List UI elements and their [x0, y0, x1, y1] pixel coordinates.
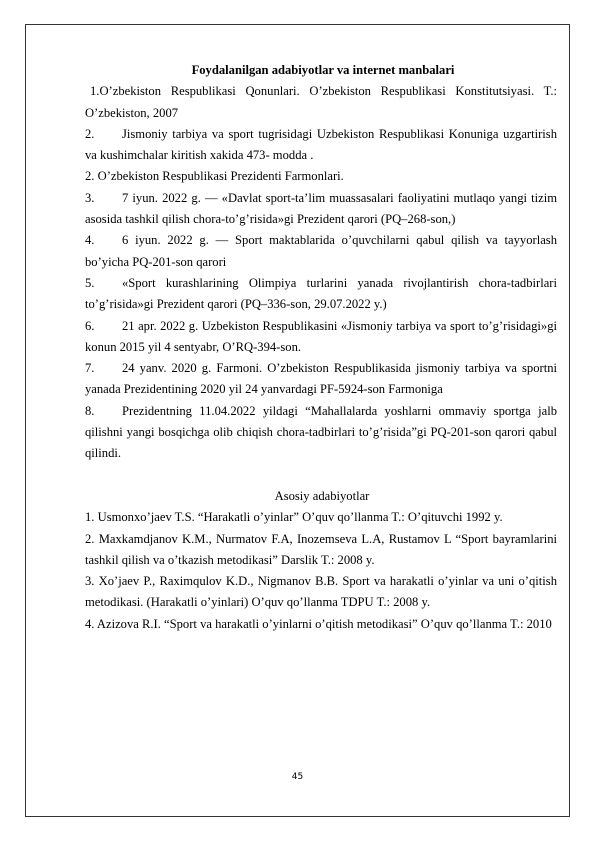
item-number: 5.	[85, 275, 95, 290]
laws-intro: 1.O’zbekiston Respublikasi Qonunlari. O’zbekiston Respublikasi Konstitutsiyasi. T.: O’zbekiston, 2007	[85, 84, 557, 120]
item-text: 21 apr. 2022 g. Uzbekiston Respublikasini «Jismoniy tarbiya va sport to’g’risidagi»gi konun 2015 yil 4 sentyabr, O’RQ-394-son.	[85, 318, 557, 354]
reference-item-6	[85, 316, 557, 359]
item-number: 2.	[85, 126, 95, 141]
main-literature-heading: Asosiy adabiyotlar	[274, 488, 370, 503]
reference-item-7	[85, 358, 557, 401]
item-number: 8.	[85, 403, 95, 418]
item-text: 7 iyun. 2022 g. — «Davlat sport-ta’lim muassasalari faoliyatini mutlaqo yangi tizim asosida tashkil qilish chora-to’g’risida»gi Prezident qarori (PQ–268-son,)	[85, 190, 557, 227]
item-text: 6 iyun. 2022 g. — Sport maktablarida o’quvchilarni qabul qilish va tayyorlash bo’yicha PQ-201-son qarori	[85, 233, 557, 269]
main-reference-4: 4. Azizova R.I. “Sport va harakatli o’yinlarni o’qitish metodikasi” O’quv qo’llanma T.: 2010	[85, 616, 552, 631]
reference-item-5	[85, 273, 557, 316]
blank-line	[85, 465, 557, 486]
document-body	[85, 60, 557, 635]
reference-item-2	[85, 124, 557, 167]
item-number: 6.	[85, 318, 95, 333]
item-number: 3.	[85, 190, 95, 205]
page-number: 45	[291, 772, 304, 782]
decrees-intro: 2. O’zbekiston Respublikasi Prezidenti Farmonlari.	[85, 169, 344, 184]
item-text: «Sport kurashlarining Olimpiya turlarini yanada rivojlantirish chora-tadbirlari to’g’risida»gi Prezident qarori (PQ–336-son, 29.07.2022 y.)	[85, 275, 557, 312]
item-text: Jismoniy tarbiya va sport tugrisidagi Uzbekiston Respublikasi Konuniga uzgartirish va kushimchalar kiritish xakida 473- modda .	[85, 126, 557, 163]
main-reference-1: 1. Usmonxo’jaev T.S. “Harakatli o’yinlar” O’quv qo’llanma T.: O’qituvchi 1992 y.	[85, 510, 503, 525]
item-text: Prezidentning 11.04.2022 yildagi “Mahallalarda yoshlarni ommaviy sportga jalb qilishni yangi bosqichga olib chiqish chora-tadbirlari to’g’risida”gi PQ-201-son qarori qabul qilindi.	[85, 403, 557, 461]
main-reference-3: 3. Xo’jaev P., Raximqulov K.D., Nigmanov B.B. Sport va harakatli o’yinlar va uni o’qitish metodikasi. (Harakatli o’yinlari) O’quv qo’llanma TDPU T.: 2008 y.	[85, 574, 557, 610]
item-number: 4.	[85, 233, 95, 248]
reference-item-3	[85, 188, 557, 231]
item-number: 7.	[85, 361, 95, 376]
references-heading: Foydalanilgan adabiyotlar va internet manbalari	[191, 63, 455, 77]
reference-item-8	[85, 401, 557, 465]
reference-item-4	[85, 230, 557, 273]
main-reference-2: 2. Maxkamdjanov K.M., Nurmatov F.A, Inozemseva L.A, Rustamov L “Sport bayramlarini tashkil qilish va o’tkazish metodikasi” Darslik T.: 2008 y.	[85, 531, 557, 567]
item-text: 24 yanv. 2020 g. Farmoni. O’zbekiston Respublikasida jismoniy tarbiya va sportni yanada Prezidentining 2020 yil 24 yanvardagi PF-5924-son Farmoniga	[85, 361, 557, 397]
